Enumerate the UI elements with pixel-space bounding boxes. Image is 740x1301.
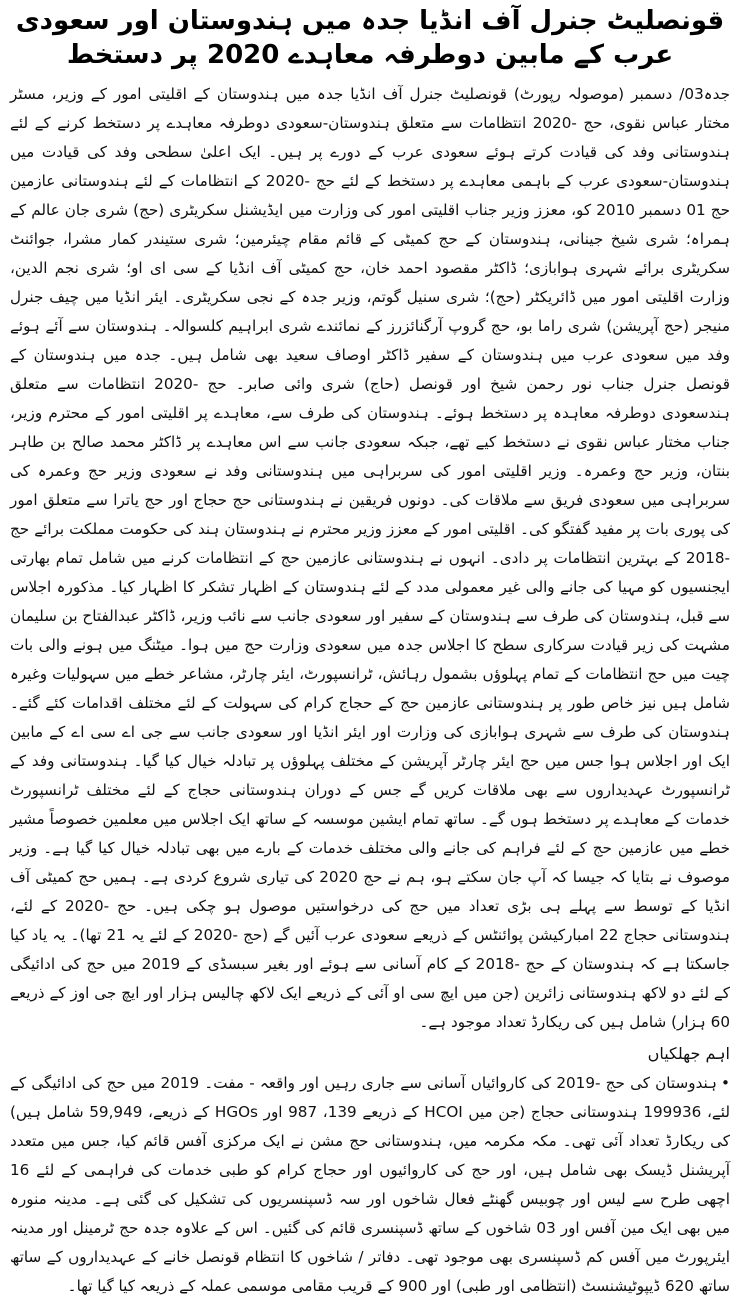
highlights-title: اہم جھلکیاں <box>647 1044 730 1063</box>
article-headline: قونصلیٹ جنرل آف انڈیا جدہ میں ہندوستان اور سعودی عرب کے مابین دوطرفہ معاہدے 2020 پر دستخط <box>15 6 725 70</box>
highlight-item <box>10 1069 730 1301</box>
bullet-icon: • <box>721 1074 731 1092</box>
highlight-text: ہندوستان کی حج -2019 کی کاروائیاں آسانی سے جاری رہیں اور واقعہ - مفت۔ 2019 میں حج کی ادائیگی کے لئے، 199936 ہندوستانی حجاج (جن میں HCOI کے ذریعے 139، 987 اور HGOs کے ذریعے، 59,949 شامل ہیں) کی ریکارڈ تعداد آئی تھی۔ مکہ مکرمہ میں، ہندوستانی حج مشن نے ایک مرکزی آفس قائم کیا، جس میں متعدد آپریشنل ڈیسک بھی شامل ہیں، اور حج کی کاروائیوں اور حجاج کرام کو طبی خدمات کی فراہمی کے لئے 16 اچھی طرح سے لیس اور چوبیس گھنٹے فعال شاخوں اور سہ ڈسپنسریوں کی تشکیل کی گئی ہے۔ مدینہ منورہ میں بھی ایک مین آفس اور 03 شاخوں کے ساتھ ڈسپنسری قائم کی گئیں۔ اس کے علاوہ جدہ حج ٹرمینل اور مدینہ ایئرپورٹ میں آفس کم ڈسپنسری بھی موجود تھی۔ دفاتر / شاخوں کا انتظام قونصل خانے کے عہدیداروں کے ساتھ ساتھ 620 ڈیپوٹیشنسٹ (انتظامی اور طبی) اور 900 کے قریب مقامی موسمی عملہ کے ذریعہ کیا گیا تھا۔ <box>10 1074 730 1295</box>
highlights-list <box>10 1069 730 1301</box>
article-body: جدہ03/ دسمبر (موصولہ رپورٹ) قونصلیٹ جنرل آف انڈیا جدہ میں ہندوستان کے اقلیتی امور کے وزیر، مسٹر مختار عباس نقوی، حج -2020 انتظامات سے متعلق ہندوستان-سعودی دوطرفہ معاہدے پر دستخط کرنے کے لئے ہندوستانی وفد کی قیادت کرتے ہوئے سعودی عرب کے دورے پر ہیں۔ ایک اعلیٰ سطحی وفد کی قیادت میں ہندوستان-سعودی عرب کے باہمی معاہدے پر دستخط کے لئے حج -2020 کے انتظامات کے لئے ہندوستانی عازمین حج 01 دسمبر 2010 کو، معزز وزیر جناب اقلیتی امور کی وزارت میں ایڈیشنل سکریٹری (حج) شری جان عالم کے ہمراہ؛ شری شیخ جینانی، ہندوستان کے حج کمیٹی کے قائم مقام چیئرمین؛ شری ستیندر کمار مشرا، جوائنٹ سکریٹری برائے شہری ہوابازی؛ ڈاکٹر مقصود احمد خان، حج کمیٹی آف انڈیا کے سی ای او؛ شری نجم الدین، وزارت اقلیتی امور میں ڈائریکٹر (حج)؛ شری سنیل گوتم، وزیر جدہ کے نجی سکریٹری۔ ایئر انڈیا میں چیف جنرل منیجر (حج آپریشن) شری راما بو، حج گروپ آرگنائزرز کے نمائندے شری ابراہیم کلسوالہ۔ ہندوستان سے آئے ہوئے وفد میں سعودی عرب میں ہندوستان کے سفیر ڈاکٹر اوصاف سعید بھی شامل ہیں۔ جدہ میں ہندوستان کے قونصل جنرل جناب نور رحمن شیخ اور قونصل (حاج) شری وائی صابر۔ حج -2020 انتظامات سے متعلق ہندسعودی دوطرفہ معاہدہ پر دستخط ہوئے۔ ہندوستان کی طرف سے، معاہدے پر اقلیتی امور کے محترم وزیر، جناب مختار عباس نقوی نے دستخط کیے تھے، جبکہ سعودی جانب سے اس معاہدے پر ڈاکٹر محمد صالح بن طاہر بنتان، وزیر حج وعمرہ۔ وزیر اقلیتی امور کی سربراہی میں ہندوستانی وفد نے سعودی وزیر حج وعمرہ کی سربراہی میں سعودی فریق سے ملاقات کی۔ دونوں فریقین نے ہندوستانی حج حجاج اور حج یاترا سے متعلق امور کی پوری بات پر مفید گفتگو کی۔ اقلیتی امور کے معزز وزیر محترم نے ہندوستان ہند کی حکومت مملکت برائے حج -2018 کے بہترین انتظامات پر دادی۔ انہوں نے ہندوستانی عازمین حج کے انتظامات کرنے میں شامل تمام بھارتی ایجنسیوں کو مہیا کی جانے والی غیر معمولی مدد کے لئے ہندوستان کے اظہار تشکر کا اظہار کیا۔ مذکورہ اجلاس سے قبل، ہندوستان کی طرف سے ہندوستان کے سفیر اور سعودی جانب سے نائب وزیر، ڈاکٹر عبدالفتاح بن سلیمان مشہت کی زیر قیادت سرکاری سطح کا اجلاس جدہ میں سعودی وزارت حج میں ہوا۔ میٹنگ میں ہونے والی بات چیت میں حج انتظامات کے تمام پہلوؤں بشمول رہائش، ٹرانسپورٹ، ایئر چارٹر، مشاعر خطے میں سہولیات وغیرہ شامل ہیں نیز خاص طور پر ہندوستانی عازمین حج کے حجاج کرام کی سہولت کے لئے مختلف اقدامات کئے گئے۔ ہندوستان کی طرف سے شہری ہوابازی کی وزارت اور ایئر انڈیا اور سعودی جانب سے جی اے سی اے کے مابین ایک اور اجلاس ہوا جس میں حج ایئر چارٹر آپریشن کے مختلف پہلوؤں پر تبادلہ خیال کیا گیا۔ ہندوستانی وفد کے ٹرانسپورٹ عہدیداروں سے بھی ملاقات کریں گے جس کے دوران ہندوستانی حجاج کے لئے مختلف ٹرانسپورٹ خدمات کے معاہدے پر دستخط ہوں گے۔ ساتھ تمام ایشین موسسہ کے ساتھ ایک اجلاس میں معلمین خصوصاً مشیر خطے میں عازمین حج کے لئے فراہم کی جانے والی مختلف خدمات کے بارے میں بھی تبادلہ خیال کیا گیا ہے۔ وزیر موصوف نے بتایا کہ جیسا کہ آپ جان سکتے ہو، ہم نے حج 2020 کی تیاری شروع کردی ہے۔ ہمیں حج کمیٹی آف انڈیا کے توسط سے پہلے ہی بڑی تعداد میں حج کی درخواستیں موصول ہو چکی ہیں۔ حج -2020 کے لئے، ہندوستانی حجاج 22 امبارکیشن پوائنٹس کے ذریعے سعودی عرب آئیں گے (حج -2020 کے لئے یہ 21 تھا)۔ یہ یاد کیا جاسکتا ہے کہ ہندوستان کے حج -2018 کے کام آسانی سے ہوئے اور بغیر سبسڈی کے 2019 میں حج کی ادائیگی کے لئے دو لاکھ ہندوستانی زائرین (جن میں ایچ سی او آئی کے ذریعے ایک لاکھ چالیس ہزار اور ایچ جی اوز کے ذریعے 60 ہزار) شامل ہیں کی ریکارڈ تعداد موجود ہے۔ <box>10 85 731 1031</box>
